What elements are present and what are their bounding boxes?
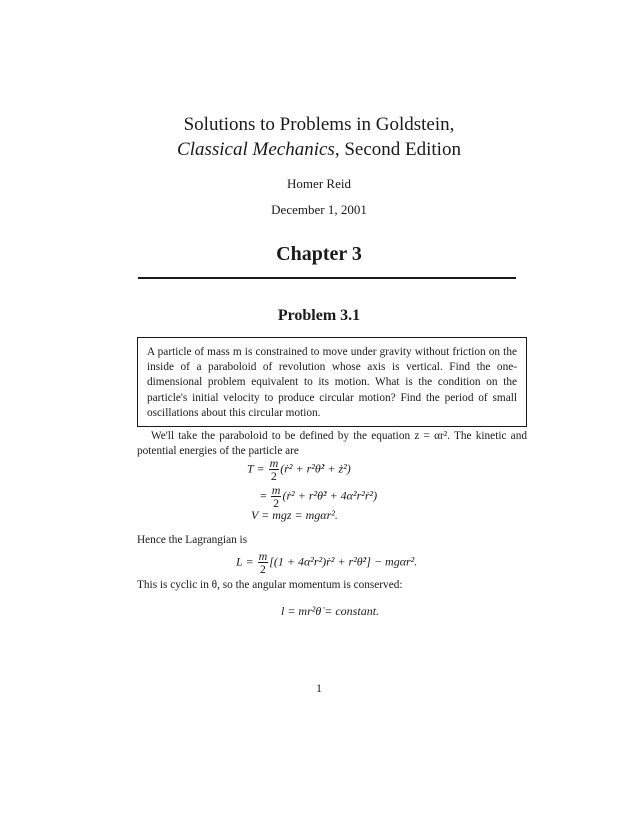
author: Homer Reid [287,176,351,191]
L-lhs: L = [236,554,254,569]
problem-heading: Problem 3.1 [277,307,361,324]
horizontal-rule [138,277,516,279]
equation-potential-energy: V = mgz = mgαr². [251,508,338,522]
equation-kinetic-energy-expanded [260,484,377,509]
title-line-1: Solutions to Problems in Goldstein, [183,114,455,135]
title-line-2 [0,139,638,161]
equation-kinetic-energy [247,457,351,482]
fraction-m-over-2: $\frac{m}{2}$ [269,456,279,483]
fraction-m-over-2: $\frac{m}{2}$ [271,483,281,510]
page-number: 1 [316,681,322,695]
T-rhs-1: (ṙ² + r²θ̇² + ż²) [280,461,351,476]
equation-lagrangian [236,550,417,575]
T-lhs: T = [247,461,265,476]
date: December 1, 2001 [271,202,367,217]
equation-angular-momentum: l = mr²θ̇ = constant. [281,604,380,618]
problem-statement-box [137,337,527,427]
edition-text: , Second Edition [334,139,461,160]
paragraph-energies-text: We'll take the paraboloid to be defined by the equation z = αr². The kinetic and potential energies of the particle are [137,430,527,458]
fraction-m-over-2: $\frac{m}{2}$ [258,549,268,576]
paragraph-cyclic: This is cyclic in θ, so the angular momentum is conserved: [137,579,403,591]
problem-statement: A particle of mass m is constrained to move under gravity without friction on the inside of a paraboloid of revolution whose axis is vertical. Find the one-dimensional problem equivalent to its motion. What is the condition on the particle's initial velocity to produce circular motion? Find the period of small oscillations about this circular motion. [147,346,517,419]
equals-sign: = [260,488,267,503]
paragraph-lagrangian: Hence the Lagrangian is [137,534,248,546]
book-title: Classical Mechanics [177,139,335,160]
chapter-heading: Chapter 3 [276,243,362,265]
T-rhs-2: (ṙ² + r²θ̇² + 4α²r²ṙ²) [282,488,378,503]
L-rhs: [(1 + 4α²r²)ṙ² + r²θ̇²] − mgαr². [269,554,418,569]
paragraph-energies [137,429,527,459]
